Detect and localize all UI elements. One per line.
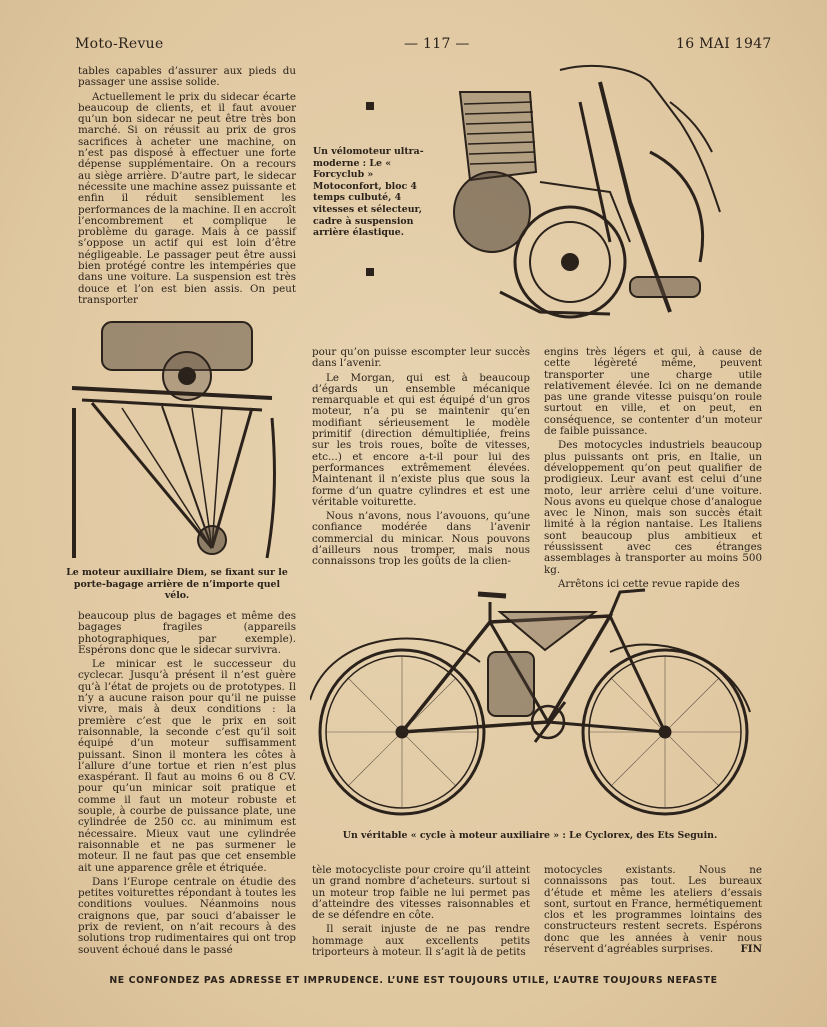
bullet-square bbox=[366, 268, 374, 276]
paragraph: Actuellement le prix du sidecar écarte beaucoup de clients, et il faut avouer qu’un bon sidecar ne peut être très bon marché. Si on réussit au prix de gros sacrifices à acheter une machine, on n’est pas disposé à effectuer une forte dépense supplémentaire. On a recours au siège arrière. D’autre part, le sidecar nécessite une machine assez puissante et enfin il réduit sensiblement les performances de la machine. Il en accroît l’encombrement et complique le problème du garage. Mais à ce passif s’oppose un actif qui est loin d’être négligeable. Le passager peut être aussi bien protégé contre les intempéries que dans une voiture. La suspension est très douce et l’on est bien assis. On peut transporter bbox=[78, 90, 296, 306]
footer-slogan: NE CONFONDEZ PAS ADRESSE ET IMPRUDENCE. L’UNE EST TOUJOURS UTILE, L’AUTRE TOUJOURS NEFASTE bbox=[109, 975, 718, 986]
article-column-2-mid bbox=[312, 347, 530, 571]
paragraph: beaucoup plus de bagages et même des bagages fragiles (appareils photographiques, par exemple). Espérons donc que le sidecar survivra. bbox=[78, 610, 296, 656]
cyclorex-bicycle-illustration bbox=[310, 572, 760, 824]
article-column-2-bottom bbox=[312, 865, 530, 961]
paragraph: Dans l’Europe centrale on étudie des petites voiturettes répondant à toutes les conditions voulues. Néanmoins nous craignons que, par souci d’abaisser le prix de revient, on n’ait recours à des solutions trop rudimentaires qui ont trop souvent échoué dans le passé bbox=[78, 875, 296, 956]
paragraph: Le minicar est le successeur du cyclecar. Jusqu’à présent il n’est guère qu’à l’état de projets ou de prototypes. Il n’y a aucune raison pour qu’il ne puisse vivre, mais à deux conditions : la première c’est que le prix en soit raisonnable, la seconde c’est qu’il soit équipé d’un moteur suffisamment puissant. Sinon il montera les côtes à l’allure d’une tortue et rien n’est plus exaspérant. Il faut au moins 6 ou 8 CV. pour qu’un minicar soit pratique et comme il faut un moteur robuste et souple, à courbe de puissance plate, une cylindrée de 250 cc. au minimum est nécessaire. Mieux vaut une cylindrée raisonnable et ne pas surmener le moteur. Il ne faut pas que cet ensemble ait une apparence grêle et étriquée. bbox=[78, 658, 296, 874]
article-column-3-bottom bbox=[544, 865, 762, 958]
article-column-3-mid bbox=[544, 347, 762, 593]
paragraph bbox=[544, 865, 762, 955]
bullet-square bbox=[366, 102, 374, 110]
paragraph: Nous n’avons, nous l’avouons, qu’une confiance modérée dans l’avenir commercial du minicar. Nous pouvons d’ailleurs nous tromper, mais nous connaissons trop les goûts de la clien- bbox=[312, 510, 530, 568]
figure-caption-cyclorex: Un véritable « cycle à moteur auxiliaire » : Le Cyclorex, des Ets Seguin. bbox=[342, 830, 718, 841]
paragraph: engins très légers et qui, à cause de cette légèreté même, peuvent transporter une charge utile relativement élevée. Ici on ne demande pas une grande vitesse puisqu’on roule surtout en ville, et on peut, en conséquence, se contenter d’un moteur de faible puissance. bbox=[544, 346, 762, 438]
paragraph-text: motocycles existants. Nous ne connaissons pas tout. Les bureaux d’étude et même les ateliers d’essais sont, surtout en France, hermétiquement clos et les programmes lointains des constructeurs restent secrets. Espérons donc que les années à venir nous réservent d’agréables surprises. bbox=[544, 864, 762, 956]
paragraph: Arrêtons ici cette revue rapide des bbox=[558, 577, 740, 590]
figure-caption-velomoteur: Un vélomoteur ultra-moderne : Le « Forcyclub » Motoconfort, bloc 4 temps culbuté, 4 vitesses et sélecteur, cadre à suspension arrière élastique. bbox=[313, 146, 424, 239]
article-column-1-top bbox=[78, 66, 296, 309]
page-number: — 117 — bbox=[404, 36, 470, 52]
motoconfort-engine-illustration bbox=[440, 62, 740, 324]
magazine-name: Moto-Revue bbox=[75, 36, 164, 52]
end-marker: FIN bbox=[740, 943, 762, 956]
diem-motor-illustration bbox=[62, 308, 284, 563]
article-column-1-bottom bbox=[78, 611, 296, 959]
paragraph: tèle motocycliste pour croire qu’il atteint un grand nombre d’acheteurs. surtout si un moteur trop faible ne lui permet pas d’atteindre des vitesses raisonnables et de se défendre en côte. bbox=[312, 864, 530, 922]
issue-date: 16 MAI 1947 bbox=[676, 36, 772, 52]
figure-caption-diem: Le moteur auxiliaire Diem, se fixant sur le porte-bagage arrière de n’importe quel vélo. bbox=[66, 567, 288, 602]
paragraph: Il serait injuste de ne pas rendre hommage aux excellents petits triporteurs à moteur. Il s’agit là de petits bbox=[312, 923, 530, 959]
paragraph: pour qu’on puisse escompter leur succès dans l’avenir. bbox=[312, 346, 530, 370]
paragraph: Des motocycles industriels beaucoup plus puissants ont pris, en Italie, un développement qu’on peut qualifier de prodigieux. Leur avant est celui d’une moto, leur arrière celui d’une voiture. Nous avons eu quelque chose d’analogue avec le Ninon, mais son succès était limité à la région nantaise. Les Italiens sont beaucoup plus ambitieux et réussissent avec ces étranges assemblages à transporter au moins 500 kg. bbox=[544, 439, 762, 576]
paragraph: tables capables d’assurer aux pieds du passager une assise solide. bbox=[78, 65, 296, 89]
paragraph: Le Morgan, qui est à beaucoup d’égards un ensemble mécanique remarquable et qui est équipé d’un gros moteur, n’a pu se maintenir qu’en modifiant sérieusement le modèle primitif (direction démultipliée, freins sur les trois roues, boîte de vitesses, etc...) et encore a-t-il pour lui des performances extrêmement élevées. Maintenant il n’existe plus que sous la forme d’un quatre cylindres et est une véritable voiturette. bbox=[312, 371, 530, 508]
